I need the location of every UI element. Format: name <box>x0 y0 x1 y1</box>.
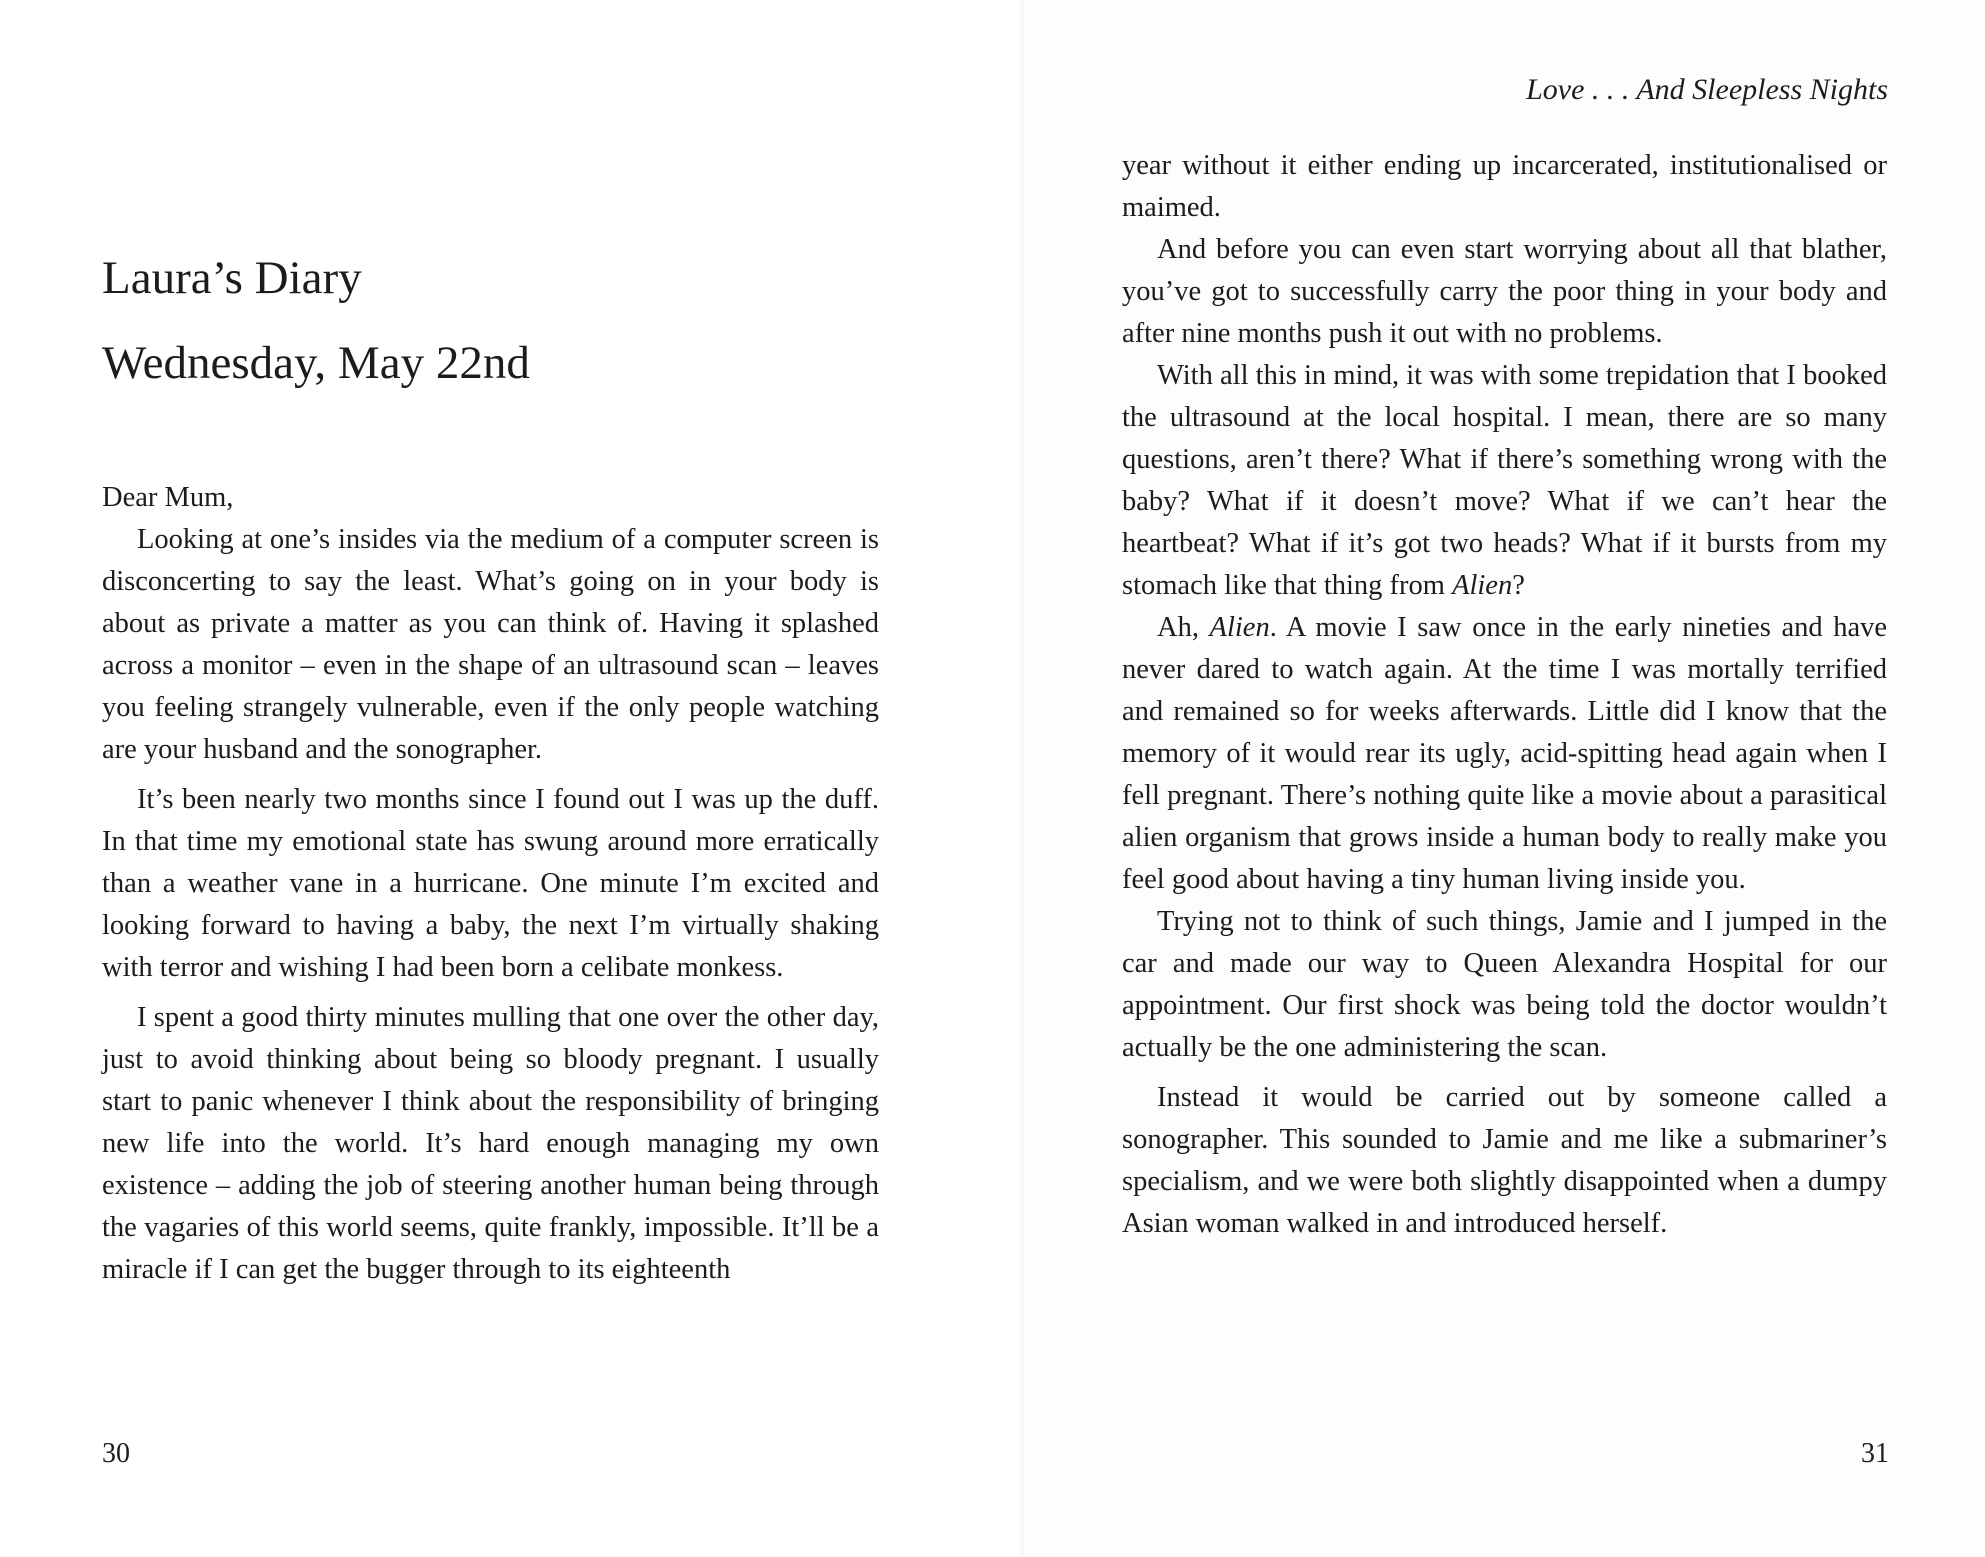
paragraph: Trying not to think of such things, Jamie and I jumped in the car and made our way to Queen Alexandra Hospital for our appointment. Our first shock was being told the doctor wouldn’t actually be the one administering the scan. <box>1122 906 1887 1063</box>
movie-title: Alien <box>1452 570 1513 601</box>
salutation: Dear Mum, <box>102 482 234 513</box>
paragraph: And before you can even start worrying about all that blather, you’ve got to successfully carry the poor thing in your body and after nine months push it out with no problems. <box>1122 234 1887 349</box>
paragraph <box>1122 607 1887 901</box>
paragraph-punctuation: ? <box>1512 570 1525 601</box>
page-number: 31 <box>1861 1438 1889 1469</box>
left-body-text <box>102 477 879 1291</box>
running-head: Love . . . And Sleepless Nights <box>1526 73 1888 106</box>
movie-title: Alien <box>1209 612 1270 643</box>
diary-date-heading: Wednesday, May 22nd <box>102 337 530 389</box>
paragraph: year without it either ending up incarcerated, institutionalised or maimed. <box>1122 150 1887 223</box>
right-page <box>1024 0 1985 1557</box>
paragraph: I spent a good thirty minutes mulling that one over the other day, just to avoid thinking about being so bloody pregnant. I usually start to panic whenever I think about the responsibility of bringing new life into the world. It’s hard enough managing my own existence – adding the job of steering another human being through the vagaries of this world seems, quite frankly, impossible. It’ll be a miracle if I can get the bugger through to its eighteenth <box>102 1002 879 1285</box>
paragraph: Instead it would be carried out by someone called a sonographer. This sounded to Jamie and me like a submariner’s specialism, and we were both slightly disappointed when a dumpy Asian woman walked in and introduced herself. <box>1122 1082 1887 1239</box>
right-body-text <box>1122 145 1887 1245</box>
paragraph-text: . A movie I saw once in the early nineties and have never dared to watch again. At the time I was mortally terrified and remained so for weeks afterwards. Little did I know that the memory of it would rear its ugly, acid-spitting head again when I fell pregnant. There’s nothing quite like a movie about a parasitical alien organism that grows inside a human body to really make you feel good about having a tiny human living inside you. <box>1122 612 1887 895</box>
paragraph-text: Ah, <box>1157 612 1210 643</box>
paragraph: Looking at one’s insides via the medium of a computer screen is disconcerting to say the least. What’s going on in your body is about as private a matter as you can think of. Having it splashed across a monitor – even in the shape of an ultrasound scan – leaves you feeling strangely vulnerable, even if the only people watching are your husband and the sonographer. <box>102 524 879 765</box>
paragraph <box>1122 355 1887 607</box>
page-number: 30 <box>102 1438 130 1469</box>
paragraph: It’s been nearly two months since I found out I was up the duff. In that time my emotional state has swung around more erratically than a weather vane in a hurricane. One minute I’m excited and looking forward to having a baby, the next I’m virtually shaking with terror and wishing I had been born a celibate monkess. <box>102 784 879 983</box>
paragraph-text: With all this in mind, it was with some trepidation that I booked the ultrasound at the local hospital. I mean, there are so many questions, aren’t there? What if there’s something wrong with the baby? What if it doesn’t move? What if we can’t hear the heartbeat? What if it’s got two heads? What if it bursts from my stomach like that thing from <box>1122 360 1887 601</box>
chapter-title: Laura’s Diary <box>102 252 362 304</box>
